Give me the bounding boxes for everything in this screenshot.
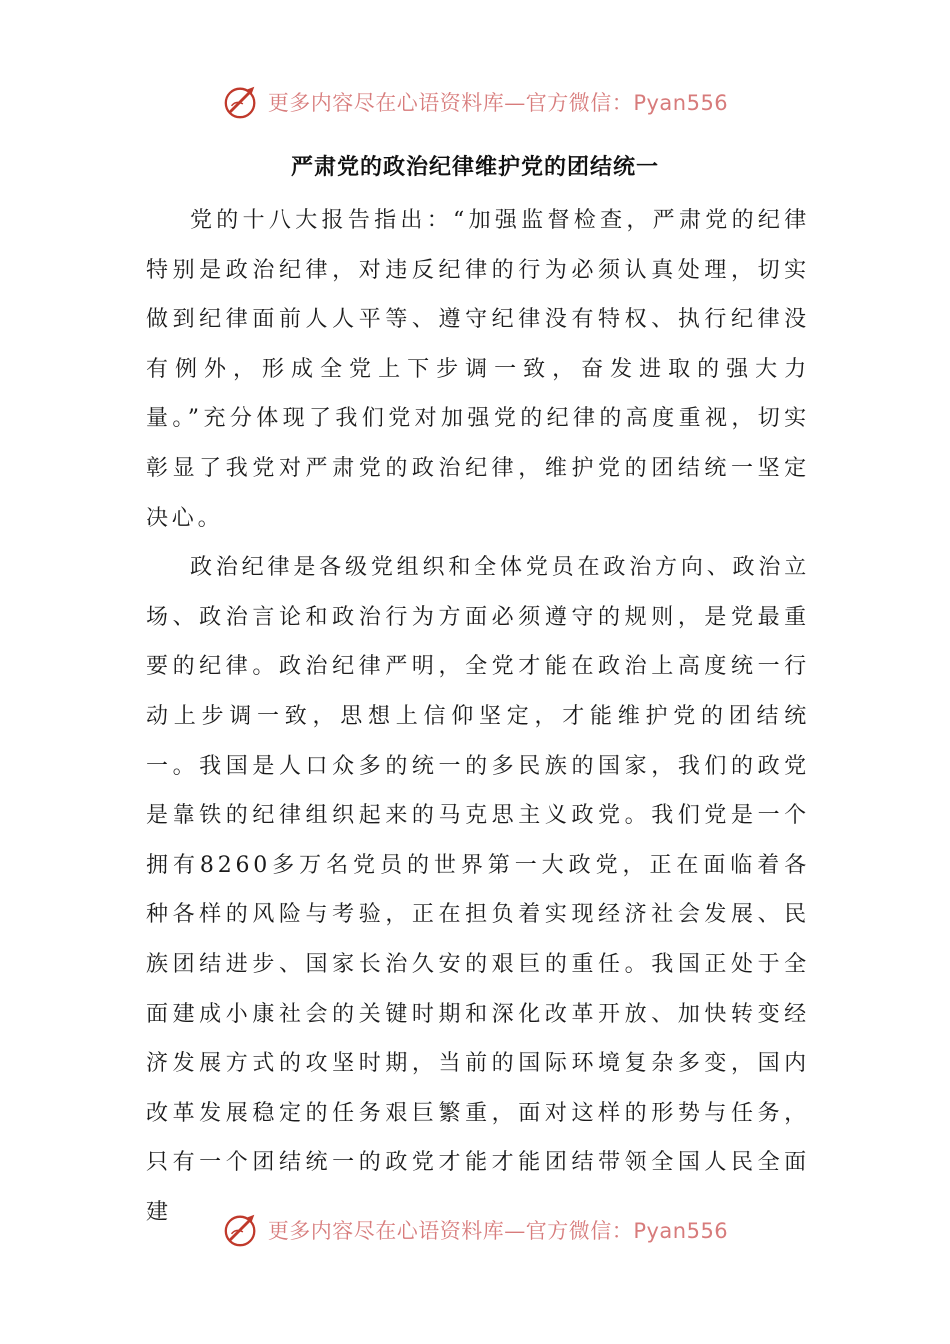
- watermark-label: 更多内容尽在心语资料库—官方微信：: [267, 1219, 634, 1243]
- document-title: 严肃党的政治纪律维护党的团结统一: [290, 155, 659, 180]
- watermark-handle: Pyan556: [633, 91, 729, 115]
- watermark-header: [0, 80, 950, 124]
- watermark-text: [268, 87, 728, 117]
- watermark-footer: [0, 1208, 950, 1252]
- paragraph-1: 党的十八大报告指出：“加强监督检查，严肃党的纪律特别是政治纪律，对违反纪律的行为必须认真处理，切实做到纪律面前人人平等、遵守纪律没有特权、执行纪律没有例外，形成全党上下步调一致，奋发进取的强大力量。”充分体现了我们党对加强党的纪律的高度重视，切实彰显了我党对严肃党的政治纪律，维护党的团结统一坚定决心。: [146, 208, 810, 531]
- watermark-label: 更多内容尽在心语资料库—官方微信：: [267, 91, 634, 115]
- paragraph-2: 政治纪律是各级党组织和全体党员在政治方向、政治立场、政治言论和政治行为方面必须遵守的规则，是党最重要的纪律。政治纪律严明，全党才能在政治上高度统一行动上步调一致，思想上信仰坚定，才能维护党的团结统一。我国是人口众多的统一的多民族的国家，我们的政党是靠铁的纪律组织起来的马克思主义政党。我们党是一个拥有8260多万名党员的世界第一大政党，正在面临着各种各样的风险与考验，正在担负着实现经济社会发展、民族团结进步、国家长治久安的艰巨的重任。我国正处于全面建成小康社会的关键时期和深化改革开放、加快转变经济发展方式的攻坚时期，当前的国际环境复杂多变，国内改革发展稳定的任务艰巨繁重，面对这样的形势与任务，只有一个团结统一的政党才能才能团结带领全国人民全面建: [146, 555, 810, 1225]
- document-body: [146, 196, 810, 1237]
- pen-logo-icon: [222, 1211, 260, 1249]
- watermark-text: [268, 1215, 728, 1245]
- pen-logo-icon: [222, 83, 260, 121]
- watermark-handle: Pyan556: [633, 1219, 729, 1243]
